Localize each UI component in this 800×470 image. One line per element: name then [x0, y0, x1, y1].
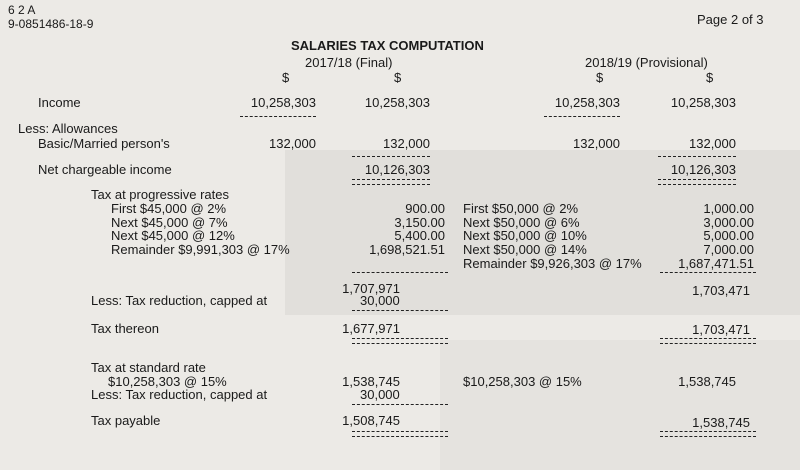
page-indicator: Page 2 of 3	[697, 12, 764, 27]
rule-line	[352, 272, 448, 273]
provisional-band-label: First $50,000 @ 2%	[463, 201, 579, 216]
tax-thereon-value: 1,677,971	[342, 321, 400, 336]
provisional-band-value: 1,687,471.51	[678, 256, 754, 271]
standard-rate-final-value: 1,538,745	[342, 374, 400, 389]
column-header-final: 2017/18 (Final)	[305, 55, 393, 70]
progressive-total: 1,707,971	[342, 281, 400, 296]
rule-line	[544, 116, 620, 117]
tax-reduction-label-2: Less: Tax reduction, capped at	[91, 387, 268, 402]
final-band-label: Remainder $9,991,303 @ 17%	[111, 242, 290, 257]
net-chargeable-value: 10,126,303	[670, 162, 736, 177]
provisional-band-label: Next $50,000 @ 14%	[463, 242, 587, 257]
currency-symbol: $	[394, 70, 402, 85]
tax-payable-label: Tax payable	[91, 413, 161, 428]
rule-line	[240, 116, 316, 117]
rule-line	[658, 156, 736, 157]
income-label: Income	[38, 95, 81, 110]
income-value: 10,258,303	[670, 95, 736, 110]
final-band-value: 5,400.00	[394, 228, 445, 243]
basic-allowance-value: 132,000	[269, 136, 316, 151]
reference-line-2: 9-0851486-18-9	[8, 17, 94, 31]
currency-symbol: $	[596, 70, 604, 85]
standard-rate-label: Tax at standard rate	[91, 360, 206, 375]
double-rule	[352, 431, 448, 437]
column-header-provisional: 2018/19 (Provisional)	[585, 55, 708, 70]
tax-reduction-value: 30,000	[360, 293, 400, 308]
final-band-value: 1,698,521.51	[369, 242, 445, 257]
reference-line-1: 6 2 A	[8, 3, 36, 17]
double-rule	[352, 179, 430, 185]
double-rule	[352, 338, 448, 344]
standard-rate-provisional-label: $10,258,303 @ 15%	[463, 374, 582, 389]
tax-reduction-label: Less: Tax reduction, capped at	[91, 293, 268, 308]
provisional-band-label: Remainder $9,926,303 @ 17%	[463, 256, 642, 271]
currency-symbol: $	[706, 70, 714, 85]
page-title: SALARIES TAX COMPUTATION	[291, 38, 484, 53]
basic-allowance-value: 132,000	[383, 136, 430, 151]
standard-rate-final-label: $10,258,303 @ 15%	[108, 374, 227, 389]
tax-payable-value: 1,538,745	[692, 415, 750, 430]
less-allowances-label: Less: Allowances	[18, 121, 118, 136]
double-rule	[660, 431, 756, 437]
provisional-band-label: Next $50,000 @ 10%	[463, 228, 587, 243]
final-band-label: Next $45,000 @ 7%	[111, 215, 228, 230]
tax-payable-value: 1,508,745	[342, 413, 400, 428]
rule-line	[660, 272, 756, 273]
final-band-value: 900.00	[405, 201, 445, 216]
net-chargeable-label: Net chargeable income	[38, 162, 172, 177]
tax-thereon-value: 1,703,471	[692, 322, 750, 337]
progressive-total: 1,703,471	[692, 283, 750, 298]
provisional-band-value: 3,000.00	[703, 215, 754, 230]
rule-line	[352, 310, 448, 311]
basic-allowance-value: 132,000	[573, 136, 620, 151]
rule-line	[352, 404, 448, 405]
provisional-band-value: 1,000.00	[703, 201, 754, 216]
progressive-rates-label: Tax at progressive rates	[91, 187, 230, 202]
currency-symbol: $	[282, 70, 290, 85]
standard-rate-provisional-value: 1,538,745	[678, 374, 736, 389]
tax-thereon-label: Tax thereon	[91, 321, 159, 336]
bleed-through-panel	[440, 340, 800, 470]
income-value: 10,258,303	[554, 95, 620, 110]
final-band-label: Next $45,000 @ 12%	[111, 228, 235, 243]
rule-line	[352, 156, 430, 157]
net-chargeable-value: 10,126,303	[364, 162, 430, 177]
provisional-band-value: 5,000.00	[703, 228, 754, 243]
final-band-value: 3,150.00	[394, 215, 445, 230]
income-value: 10,258,303	[364, 95, 430, 110]
basic-allowance-value: 132,000	[689, 136, 736, 151]
provisional-band-value: 7,000.00	[703, 242, 754, 257]
double-rule	[660, 338, 756, 344]
provisional-band-label: Next $50,000 @ 6%	[463, 215, 580, 230]
final-band-label: First $45,000 @ 2%	[111, 201, 227, 216]
double-rule	[658, 179, 736, 185]
income-value: 10,258,303	[250, 95, 316, 110]
basic-allowance-label: Basic/Married person's	[38, 136, 170, 151]
tax-reduction-value-2: 30,000	[360, 387, 400, 402]
